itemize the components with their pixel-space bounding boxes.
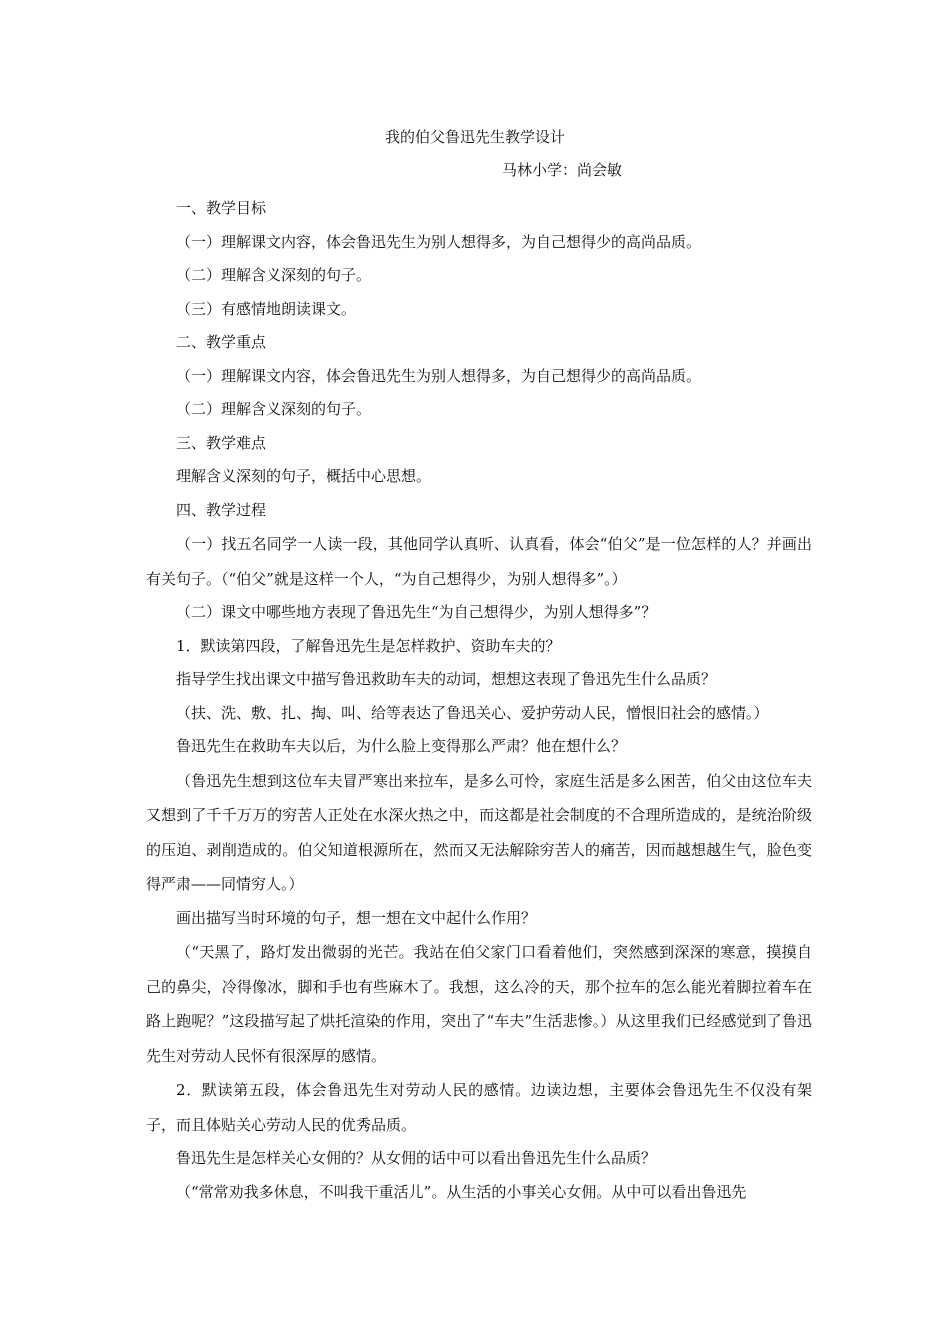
heading-teaching-process: 四、教学过程: [176, 500, 267, 519]
process-paragraph: （二）课文中哪些地方表现了鲁迅先生“为自己想得少，为别人想得多”？: [176, 603, 657, 621]
process-paragraph: （“天黑了，路灯发出微弱的光芒。我站在伯父家门口看着他们，突然感到深深的寒意，摸摸自己的鼻尖，冷得像冰，脚和手也有些麻木了。我想，这么冷的天，那个拉车的怎么能光着脚拉着车在路上跑呢？”这段描写起了烘托渲染的作用，突出了“车夫”生活悲惨。）从这里我们已经感觉到了鲁迅先生对劳动人民怀有很深厚的感情。: [146, 943, 812, 1065]
document-author: 马林小学：尚会敏: [502, 161, 623, 179]
difficulty-item: 理解含义深刻的句子，概括中心思想。: [176, 467, 432, 485]
process-paragraph: 指导学生找出课文中描写鲁迅救助车夫的动词，想想这表现了鲁迅先生什么品质？: [176, 670, 717, 688]
process-paragraph: 鲁迅先生在救助车夫以后，为什么脸上变得那么严肃？他在想什么？: [176, 737, 627, 755]
document-body: [146, 192, 812, 1209]
process-paragraph: 1．默读第四段，了解鲁迅先生是怎样救护、资助车夫的？: [176, 636, 561, 655]
focus-item-1: （一）理解课文内容，体会鲁迅先生为别人想得多，为自己想得少的高尚品质。: [176, 366, 702, 385]
process-paragraph: （扶、洗、敷、扎、掏、叫、给等表达了鲁迅关心、爱护劳动人民，憎恨旧社会的感情。）: [176, 703, 769, 722]
process-paragraph: 画出描写当时环境的句子，想一想在文中起什么作用？: [176, 908, 537, 927]
process-paragraph: （鲁迅先生想到这位车夫冒严寒出来拉车，是多么可怜，家庭生活是多么困苦，伯父由这位车夫又想到了千千万万的穷苦人正处在水深火热之中，而这都是社会制度的不合理所造成的，是统治阶级的压迫、剥削造成的。伯父知道根源所在，然而又无法解除穷苦人的痛苦，因而越想越生气，脸色变得严肃——同情穷人。）: [146, 771, 812, 893]
process-paragraph: 2．默读第五段，体会鲁迅先生对劳动人民的感情。边读边想，主要体会鲁迅先生不仅没有架子，而且体贴关心劳动人民的优秀品质。: [146, 1081, 812, 1134]
process-paragraph: （一）找五名同学一人读一段，其他同学认真听、认真看，体会“伯父”是一位怎样的人？并画出有关句子。（“伯父”就是这样一个人，“为自己想得少，为别人想得多”。）: [146, 535, 812, 588]
document-title: 我的伯父鲁迅先生教学设计: [384, 128, 565, 146]
goal-item-1: （一）理解课文内容，体会鲁迅先生为别人想得多，为自己想得少的高尚品质。: [176, 232, 702, 251]
heading-teaching-difficulty: 三、教学难点: [176, 433, 267, 452]
heading-teaching-goals: 一、教学目标: [176, 199, 267, 217]
goal-item-3: （三）有感情地朗读课文。: [176, 299, 357, 318]
process-paragraph: （“常常劝我多休息，不叫我干重活儿”。从生活的小事关心女佣。从中可以看出鲁迅先: [176, 1182, 747, 1201]
heading-teaching-focus: 二、教学重点: [176, 333, 267, 351]
process-paragraph: 鲁迅先生是怎样关心女佣的？从女佣的话中可以看出鲁迅先生什么品质？: [176, 1149, 657, 1167]
goal-item-2: （二）理解含义深刻的句子。: [176, 266, 372, 284]
focus-item-2: （二）理解含义深刻的句子。: [176, 400, 372, 418]
